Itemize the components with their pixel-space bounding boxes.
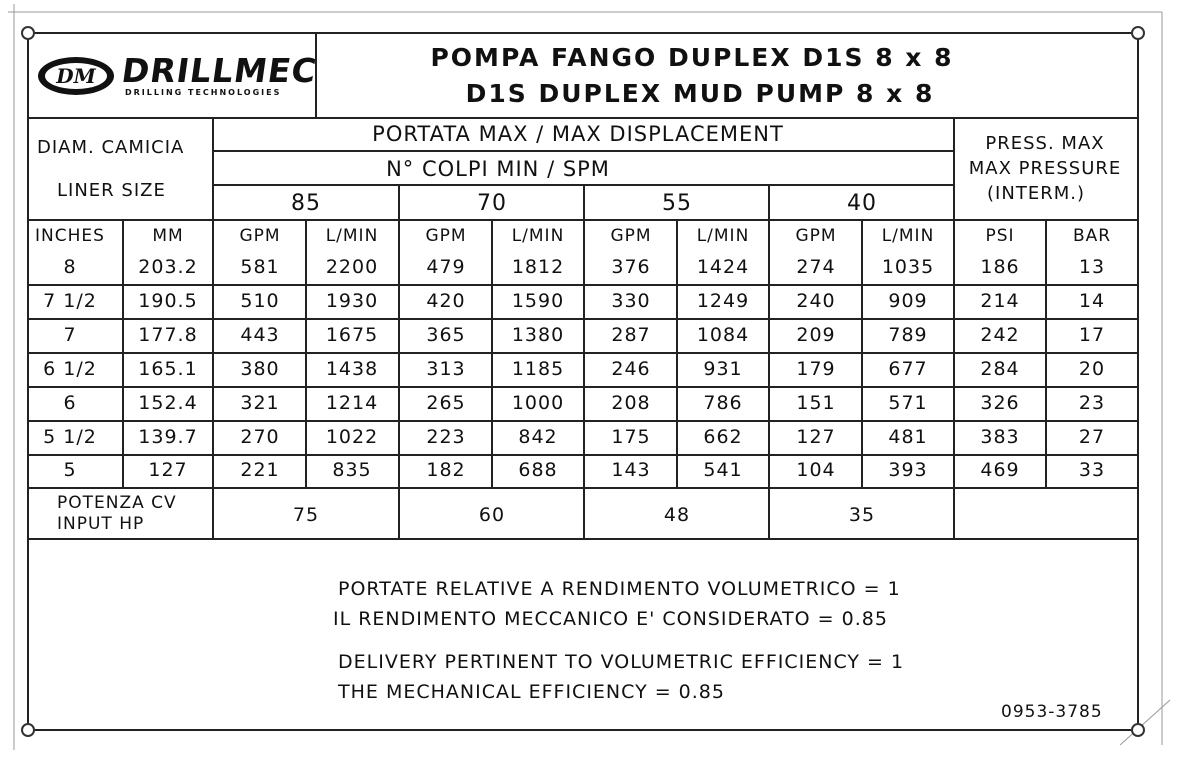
note-mechanical-english: THE MECHANICAL EFFICIENCY = 0.85 <box>338 681 725 703</box>
table-cell-gpm-70: 313 <box>426 358 466 380</box>
table-cell-bar: 17 <box>1078 324 1106 346</box>
table-cell-lmin-40: 909 <box>888 290 928 312</box>
unit-header-lmin-55: L/MIN <box>696 226 750 246</box>
table-cell-gpm-70: 223 <box>426 426 466 448</box>
table-cell-psi: 469 <box>980 459 1020 481</box>
table-cell-gpm-85: 380 <box>240 358 280 380</box>
table-cell-gpm-55: 175 <box>611 426 651 448</box>
table-cell-lmin-55: 931 <box>703 358 743 380</box>
power-value-55: 48 <box>663 504 691 526</box>
table-cell-gpm-85: 443 <box>240 324 280 346</box>
table-cell-gpm-70: 182 <box>426 459 466 481</box>
unit-header-psi: PSI <box>985 226 1015 246</box>
table-cell-lmin-55: 1424 <box>696 256 750 278</box>
table-cell-gpm-55: 143 <box>611 459 651 481</box>
power-value-70: 60 <box>478 504 506 526</box>
table-cell-lmin-55: 1249 <box>696 290 750 312</box>
note-volumetric-italian: PORTATE RELATIVE A RENDIMENTO VOLUMETRICO = 1 <box>338 578 901 600</box>
pressure-header-line2: MAX PRESSURE <box>968 158 1122 179</box>
spm-header-70: 70 <box>477 191 507 216</box>
brand-name: DRILLMEC <box>119 51 320 90</box>
table-cell-lmin-70: 1812 <box>511 256 565 278</box>
spm-header-85: 85 <box>291 191 321 216</box>
part-number: 0953-3785 <box>1001 702 1103 722</box>
brand-tagline: DRILLING TECHNOLOGIES <box>125 88 282 97</box>
table-cell-inches: 7 <box>63 324 77 346</box>
unit-header-lmin-40: L/MIN <box>881 226 935 246</box>
title-italian: POMPA FANGO DUPLEX D1S 8 x 8 <box>430 43 954 72</box>
table-cell-lmin-70: 1590 <box>511 290 565 312</box>
table-cell-bar: 14 <box>1078 290 1106 312</box>
table-cell-gpm-85: 221 <box>240 459 280 481</box>
power-value-85: 75 <box>292 504 320 526</box>
table-cell-inches: 6 1/2 <box>43 358 97 380</box>
table-cell-psi: 284 <box>980 358 1020 380</box>
table-cell-lmin-70: 1185 <box>511 358 565 380</box>
table-cell-lmin-40: 571 <box>888 392 928 414</box>
liner-size-label-english: LINER SIZE <box>57 180 166 201</box>
table-cell-mm: 152.4 <box>138 392 198 414</box>
table-cell-gpm-40: 104 <box>796 459 836 481</box>
table-cell-lmin-85: 835 <box>332 459 372 481</box>
table-cell-lmin-40: 393 <box>888 459 928 481</box>
table-cell-lmin-70: 1000 <box>511 392 565 414</box>
table-cell-bar: 13 <box>1078 256 1106 278</box>
table-cell-mm: 203.2 <box>138 256 198 278</box>
table-cell-bar: 27 <box>1078 426 1106 448</box>
pressure-header-line3: (INTERM.) <box>987 183 1085 204</box>
table-cell-psi: 242 <box>980 324 1020 346</box>
table-cell-lmin-70: 842 <box>518 426 558 448</box>
displacement-header: PORTATA MAX / MAX DISPLACEMENT <box>372 122 784 146</box>
table-cell-gpm-55: 287 <box>611 324 651 346</box>
table-cell-mm: 127 <box>148 459 188 481</box>
liner-size-label-italian: DIAM. CAMICIA <box>37 137 185 158</box>
spm-header-40: 40 <box>847 191 877 216</box>
table-cell-gpm-40: 151 <box>796 392 836 414</box>
brand-logo <box>34 50 320 102</box>
table-cell-lmin-85: 1675 <box>325 324 379 346</box>
table-cell-lmin-55: 541 <box>703 459 743 481</box>
table-cell-lmin-40: 1035 <box>881 256 935 278</box>
unit-header-lmin-70: L/MIN <box>511 226 565 246</box>
table-cell-lmin-85: 1022 <box>325 426 379 448</box>
table-cell-gpm-70: 479 <box>426 256 466 278</box>
unit-header-gpm-70: GPM <box>425 226 467 246</box>
mounting-hole-top-right <box>1132 27 1144 39</box>
mounting-hole-bottom-right <box>1132 724 1144 736</box>
table-cell-lmin-55: 786 <box>703 392 743 414</box>
table-cell-mm: 165.1 <box>138 358 198 380</box>
brand-monogram: DM <box>56 64 96 88</box>
table-cell-psi: 383 <box>980 426 1020 448</box>
table-cell-psi: 186 <box>980 256 1020 278</box>
title-english: D1S DUPLEX MUD PUMP 8 x 8 <box>465 79 935 108</box>
unit-header-bar: BAR <box>1072 226 1112 246</box>
table-cell-gpm-40: 274 <box>796 256 836 278</box>
power-label-italian: POTENZA CV <box>57 493 177 513</box>
table-cell-gpm-55: 330 <box>611 290 651 312</box>
unit-header-lmin-85: L/MIN <box>325 226 379 246</box>
table-cell-lmin-85: 2200 <box>325 256 379 278</box>
table-cell-psi: 214 <box>980 290 1020 312</box>
table-cell-lmin-40: 677 <box>888 358 928 380</box>
unit-header-mm: MM <box>152 226 184 246</box>
table-cell-mm: 139.7 <box>138 426 198 448</box>
table-cell-bar: 23 <box>1078 392 1106 414</box>
table-cell-lmin-55: 1084 <box>696 324 750 346</box>
table-cell-lmin-55: 662 <box>703 426 743 448</box>
table-cell-lmin-85: 1930 <box>325 290 379 312</box>
table-cell-inches: 6 <box>63 392 77 414</box>
table-cell-gpm-40: 179 <box>796 358 836 380</box>
table-cell-gpm-55: 246 <box>611 358 651 380</box>
mounting-hole-top-left <box>22 27 34 39</box>
table-cell-lmin-40: 789 <box>888 324 928 346</box>
unit-header-gpm-85: GPM <box>239 226 281 246</box>
table-cell-mm: 177.8 <box>138 324 198 346</box>
table-cell-gpm-55: 376 <box>611 256 651 278</box>
drillmec-emblem-icon <box>34 52 118 100</box>
table-cell-inches: 5 1/2 <box>43 426 97 448</box>
pressure-header-line1: PRESS. MAX <box>985 133 1105 154</box>
table-cell-inches: 5 <box>63 459 77 481</box>
table-cell-lmin-70: 688 <box>518 459 558 481</box>
table-cell-bar: 20 <box>1078 358 1106 380</box>
table-cell-gpm-85: 321 <box>240 392 280 414</box>
table-cell-inches: 7 1/2 <box>43 290 97 312</box>
strokes-header: N° COLPI MIN / SPM <box>386 157 610 181</box>
note-mechanical-italian: IL RENDIMENTO MECCANICO E' CONSIDERATO = 0.85 <box>333 608 888 630</box>
unit-header-inches: INCHES <box>35 226 105 246</box>
power-label-english: INPUT HP <box>57 514 145 534</box>
table-cell-gpm-55: 208 <box>611 392 651 414</box>
table-cell-inches: 8 <box>63 256 77 278</box>
spm-header-55: 55 <box>662 191 692 216</box>
table-cell-gpm-40: 209 <box>796 324 836 346</box>
table-cell-gpm-85: 581 <box>240 256 280 278</box>
table-cell-gpm-40: 240 <box>796 290 836 312</box>
table-cell-lmin-70: 1380 <box>511 324 565 346</box>
power-value-40: 35 <box>848 504 876 526</box>
note-volumetric-english: DELIVERY PERTINENT TO VOLUMETRIC EFFICIENCY = 1 <box>338 651 905 673</box>
table-cell-gpm-70: 365 <box>426 324 466 346</box>
table-cell-gpm-85: 270 <box>240 426 280 448</box>
mounting-hole-bottom-left <box>22 724 34 736</box>
table-cell-gpm-70: 420 <box>426 290 466 312</box>
table-cell-gpm-85: 510 <box>240 290 280 312</box>
table-cell-gpm-40: 127 <box>796 426 836 448</box>
table-cell-lmin-40: 481 <box>888 426 928 448</box>
table-cell-lmin-85: 1438 <box>325 358 379 380</box>
unit-header-gpm-40: GPM <box>795 226 837 246</box>
unit-header-gpm-55: GPM <box>610 226 652 246</box>
table-cell-psi: 326 <box>980 392 1020 414</box>
table-cell-gpm-70: 265 <box>426 392 466 414</box>
table-cell-lmin-85: 1214 <box>325 392 379 414</box>
table-cell-bar: 33 <box>1078 459 1106 481</box>
table-cell-mm: 190.5 <box>138 290 198 312</box>
